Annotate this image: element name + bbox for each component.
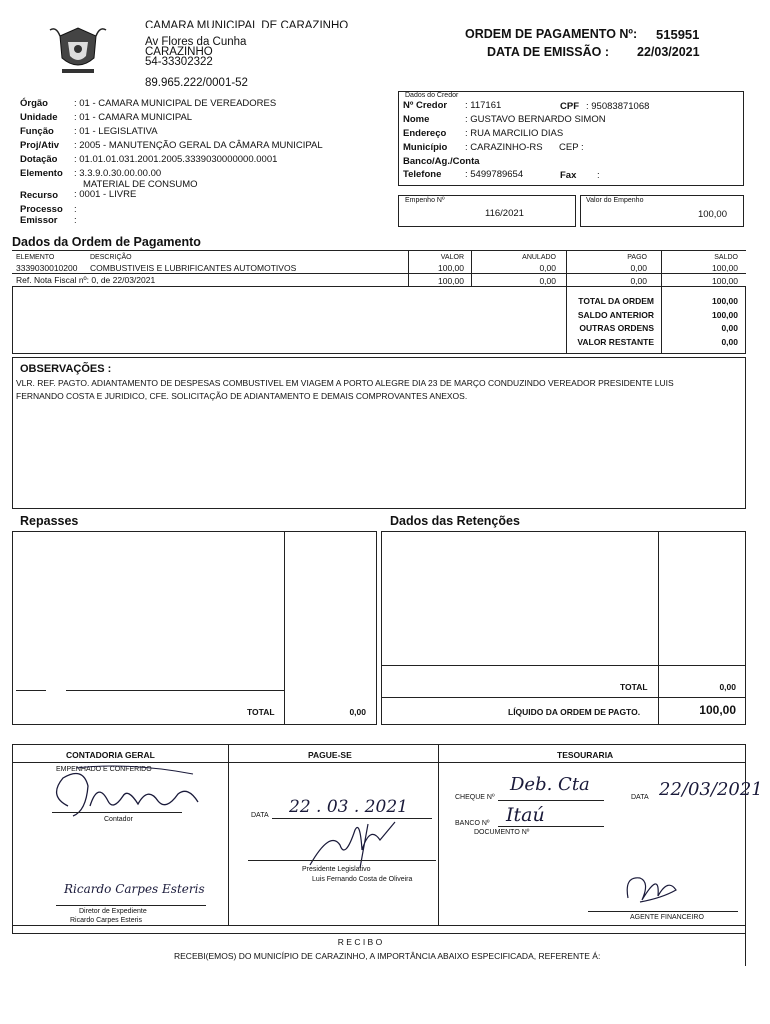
retencoes-total-label: TOTAL [620,682,648,692]
observacoes-title: OBSERVAÇÕES : [20,363,112,375]
elemento-desc: MATERIAL DE CONSUMO [83,179,198,190]
repasses-title: Repasses [20,514,79,528]
funcao-value: : 01 - LEGISLATIVA [74,126,158,137]
col-valor: VALOR [440,254,464,261]
orgao-value: : 01 - CAMARA MUNICIPAL DE VEREADORES [74,98,277,109]
nome-label: Nome [403,114,430,125]
fax-value: : [597,170,600,181]
documento-label: DOCUMENTO Nº [474,829,530,836]
col-descricao: DESCRIÇÃO [90,254,132,261]
nota-saldo: 100,00 [712,276,738,286]
repasses-box [12,531,377,725]
table-row-anulado: 0,00 [539,263,556,273]
municipio-label: Município [403,142,448,153]
pague-title: PAGUE-SE [308,750,352,760]
col-elemento: ELEMENTO [16,254,55,261]
credor-n-value: : 117161 [465,100,502,111]
emission-date-label: DATA DE EMISSÃO : [487,45,609,59]
recibo-text: RECEBI(EMOS) DO MUNICÍPIO DE CARAZINHO, A IMPORTÂNCIA ABAIXO ESPECIFICADA, REFERENTE Á: [174,951,601,961]
liquido-label: LÍQUIDO DA ORDEM DE PAGTO. [508,707,641,717]
banco-label: Banco/Ag./Conta [403,156,480,167]
pague-data-label: DATA [251,812,269,819]
emissor-value: : [74,215,77,226]
repasses-total-value: 0,00 [349,707,366,717]
nota-fiscal-ref: Ref. Nota Fiscal nº: 0, de 22/03/2021 [16,275,156,285]
table-row-pago: 0,00 [630,263,647,273]
cep-label: CEP : [559,142,584,153]
col-anulado: ANULADO [522,254,556,261]
empenho-number-label: Empenho Nº [405,197,445,204]
unidade-label: Unidade [20,112,58,123]
org-cnpj: 89.965.222/0001-52 [145,77,248,89]
fax-label: Fax [560,170,577,181]
elemento-value: : 3.3.9.0.30.00.00.00 [74,168,162,179]
saldo-anterior-value: 100,00 [712,310,738,320]
nota-anulado: 0,00 [539,276,556,286]
pague-date: 22 . 03 . 2021 [289,797,408,817]
dotacao-value: : 01.01.01.031.2001.2005.3339030000000.0001 [74,154,278,165]
credor-title: Dados do Credor [405,92,459,99]
order-number-label: ORDEM DE PAGAMENTO Nº: [465,27,638,41]
presidente-signature [300,820,420,870]
presidente-label: Presidente Legislativo [302,866,371,873]
org-phone: 54-33302322 [145,56,213,68]
funcao-label: Função [20,126,54,137]
valor-restante-value: 0,00 [721,337,738,347]
diretor-name: Ricardo Carpes Esteris [70,917,142,924]
order-number: 515951 [656,27,700,42]
cheque-label: CHEQUE Nº [455,794,495,801]
tes-data-label: DATA [631,794,649,801]
endereco-label: Endereço [403,128,447,139]
unidade-value: : 01 - CAMARA MUNICIPAL [74,112,193,123]
table-row-descricao: COMBUSTIVEIS E LUBRIFICANTES AUTOMOTIVOS [90,263,297,273]
observacoes-line2: FERNANDO COSTA E JURIDICO, CFE. SOLICITAÇÃO DE ADIANTAMENTO E DEMAIS COMPROVANTES ANEXOS. [16,391,468,401]
empenhado-label: EMPENHADO E CONFERIDO [56,766,152,773]
projativ-value: : 2005 - MANUTENÇÃO GERAL DA CÂMARA MUNICIPAL [74,140,323,151]
nota-pago: 0,00 [630,276,647,286]
contador-label: Contador [104,816,133,823]
org-city: CARAZINHO [145,46,213,58]
retencoes-total-value: 0,00 [719,682,736,692]
recurso-value: : 0001 - LIVRE [74,189,137,200]
empenho-number: 116/2021 [485,208,524,219]
orgao-label: Órgão [20,98,48,109]
endereco-value: : RUA MARCILIO DIAS [465,128,564,139]
telefone-value: : 5499789654 [465,169,524,180]
recurso-label: Recurso [20,190,59,201]
cheque-value: Deb. Cta [510,774,590,795]
org-name: CAMARA MUNICIPAL DE CARAZINHO [145,20,349,28]
telefone-label: Telefone [403,169,442,180]
credor-n-label: Nº Credor [403,100,448,111]
diretor-label: Diretor de Expediente [79,908,147,915]
diretor-signature: Ricardo Carpes Esteris [64,882,205,896]
recibo-title: R E C I B O [337,937,383,947]
nota-valor: 100,00 [438,276,464,286]
col-saldo: SALDO [714,254,738,261]
table-row-saldo: 100,00 [712,263,738,273]
liquido-value: 100,00 [699,703,736,717]
empenho-value-label: Valor do Empenho [586,197,644,204]
processo-label: Processo [20,204,63,215]
col-pago: PAGO [627,254,647,261]
elemento-label: Elemento [20,168,63,179]
tes-date: 22/03/2021 [659,779,763,800]
observacoes-line1: VLR. REF. PAGTO. ADIANTAMENTO DE DESPESAS COMBUSTIVEL EM VIAGEM A PORTO ALEGRE DIA 23 DE MARÇO CONDUZINDO VEREADOR PRESIDENTE LUIS [16,378,674,388]
agente-label: AGENTE FINANCEIRO [630,914,704,921]
nome-value: : GUSTAVO BERNARDO SIMON [465,114,606,125]
ordem-title: Dados da Ordem de Pagamento [12,235,201,249]
retencoes-title: Dados das Retenções [390,514,520,528]
table-row-element: 3339030010200 [16,263,78,273]
presidente-name: Luis Fernando Costa de Oliveira [312,876,413,883]
banco-value: Itaú [506,804,545,826]
total-ordem-value: 100,00 [712,296,738,306]
empenho-value: 100,00 [697,209,727,220]
saldo-anterior-label: SALDO ANTERIOR [577,310,654,320]
org-address: Av Flores da Cunha [145,36,247,48]
tesouraria-title: TESOURARIA [557,750,614,760]
total-ordem-label: TOTAL DA ORDEM [578,296,654,306]
banco-label-sig: BANCO Nº [455,820,490,827]
table-row-valor: 100,00 [438,263,464,273]
cpf-label: CPF [560,101,579,112]
contadoria-title: CONTADORIA GERAL [66,750,155,760]
cpf-value: : 95083871068 [586,101,650,112]
outras-ordens-value: 0,00 [721,323,738,333]
municipal-seal [46,22,110,82]
municipio-value: : CARAZINHO-RS [465,142,543,153]
dotacao-label: Dotação [20,154,58,165]
outras-ordens-label: OUTRAS ORDENS [579,323,654,333]
emissor-label: Emissor [20,215,58,226]
emission-date: 22/03/2021 [637,45,700,59]
projativ-label: Proj/Ativ [20,140,60,151]
processo-value: : [74,204,77,215]
agente-signature [620,868,680,908]
valor-restante-label: VALOR RESTANTE [577,337,654,347]
retencoes-box [381,531,746,725]
repasses-total-label: TOTAL [247,707,275,717]
